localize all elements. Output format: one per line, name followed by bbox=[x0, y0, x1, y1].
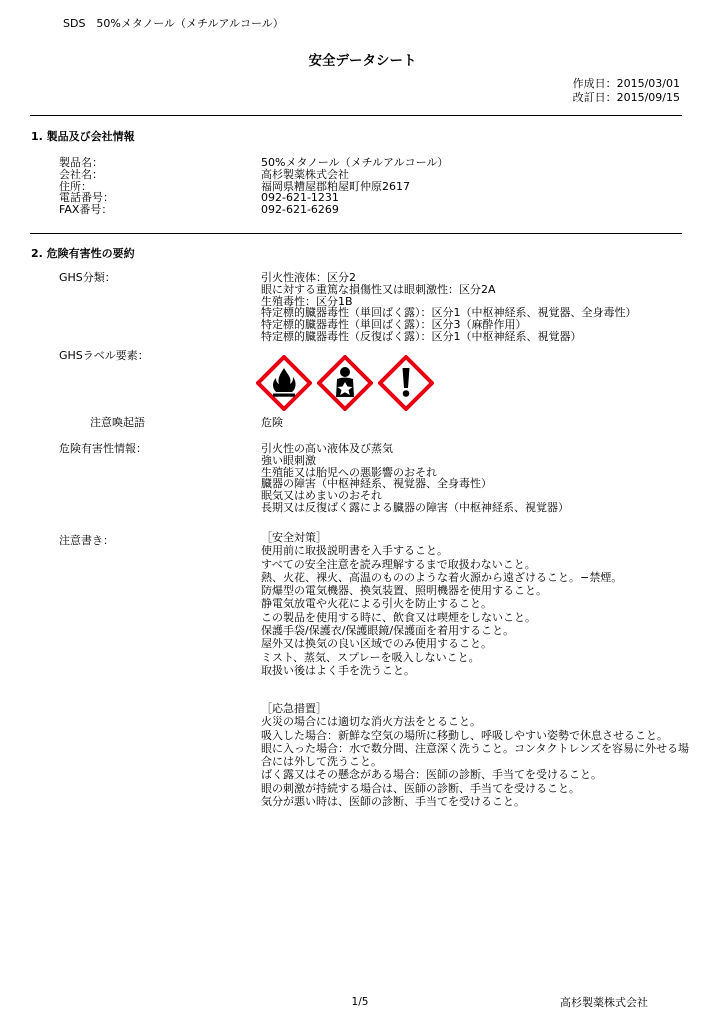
fax-value: 092-621-6269 bbox=[261, 203, 339, 217]
list-item: 眼に対する重篤な損傷性又は眼刺激性：区分2A bbox=[261, 282, 496, 296]
hazard-statements-list bbox=[261, 443, 569, 514]
list-item: 生殖能又は胎児への悪影響のおそれ bbox=[261, 465, 437, 479]
list-item: ばく露又はその懸念がある場合：医師の診断、手当てを受けること。 bbox=[261, 768, 602, 782]
divider bbox=[30, 115, 682, 116]
precautionary-statements-label: 注意書き： bbox=[59, 534, 114, 547]
section1-values bbox=[261, 157, 448, 216]
ghs-classification-label: GHS分類： bbox=[59, 271, 116, 284]
list-item: 熱、火花、裸火、高温のもののような着火源から遠ざけること。−禁煙。 bbox=[261, 570, 623, 584]
list-item: 屋外又は換気の良い区域でのみ使用すること。 bbox=[261, 637, 492, 651]
section2-heading: 2. 危険有害性の要約 bbox=[31, 247, 135, 260]
list-item: 引火性の高い液体及び蒸気 bbox=[261, 442, 393, 455]
address-value: 福岡県糟屋郡粕屋町仲原2617 bbox=[261, 179, 410, 193]
list-item: 気分が悪い時は、医師の診断、手当てを受けること。 bbox=[261, 795, 525, 809]
footer-company: 高杉製薬株式会社 bbox=[560, 996, 648, 1009]
safety-measures-block bbox=[261, 532, 622, 678]
list-item: ミスト、蒸気、スプレーを吸入しないこと。 bbox=[261, 650, 480, 664]
ghs-label-elements-label: GHSラベル要素： bbox=[59, 349, 149, 362]
list-item: 強い眼刺激 bbox=[261, 453, 316, 467]
list-item: 合には外して洗うこと。 bbox=[261, 755, 382, 769]
signal-word-label: 注意喚起語 bbox=[90, 416, 145, 429]
fax-label: FAX番号： bbox=[59, 203, 113, 217]
list-item: この製品を使用する時に、飲食又は喫煙をしないこと。 bbox=[261, 610, 536, 624]
list-item: 特定標的臓器毒性（反復ばく露）：区分1（中枢神経系、視覚器） bbox=[261, 329, 582, 343]
safety-heading: ［安全対策］ bbox=[261, 531, 327, 544]
list-item: 吸入した場合：新鮮な空気の場所に移動し、呼吸しやすい姿勢で休息させること。 bbox=[261, 728, 668, 742]
section1-labels bbox=[59, 157, 114, 216]
phone-value: 092-621-1231 bbox=[261, 191, 339, 205]
list-item: 眠気又はめまいのおそれ bbox=[261, 489, 382, 503]
signal-word-value: 危険 bbox=[261, 416, 283, 429]
date-block bbox=[540, 77, 680, 105]
list-item: 生殖毒性：区分1B bbox=[261, 294, 353, 308]
ghs-classification-list bbox=[261, 272, 637, 343]
flame-icon bbox=[256, 355, 312, 411]
product-name-label: 製品名： bbox=[59, 156, 103, 169]
list-item: 防爆型の電気機器、換気装置、照明機器を使用すること。 bbox=[261, 584, 547, 598]
exclamation-icon bbox=[378, 355, 434, 411]
list-item: 臓器の障害（中枢神経系、視覚器、全身毒性） bbox=[261, 477, 492, 491]
address-label: 住所： bbox=[59, 179, 92, 193]
created-date: 作成日：2015/03/01 bbox=[572, 77, 680, 90]
page-number: 1/5 bbox=[351, 996, 369, 1008]
phone-label: 電話番号： bbox=[59, 191, 114, 205]
document-header-label: SDS 50%メタノール（メチルアルコール） bbox=[63, 17, 284, 30]
list-item: 保護手袋/保護衣/保護眼鏡/保護面を着用すること。 bbox=[261, 624, 515, 638]
revised-date: 改訂日：2015/09/15 bbox=[572, 91, 680, 104]
list-item: 特定標的臓器毒性（単回ばく露）：区分1（中枢神経系、視覚器、全身毒性） bbox=[261, 306, 637, 320]
list-item: 長期又は反復ばく露による臓器の障害（中枢神経系、視覚器） bbox=[261, 500, 569, 514]
first-aid-block bbox=[261, 703, 689, 809]
list-item: 火災の場合には適切な消火方法をとること。 bbox=[261, 715, 481, 729]
health-hazard-icon bbox=[317, 355, 373, 411]
company-name-value: 高杉製薬株式会社 bbox=[261, 167, 349, 181]
section1-heading: 1. 製品及び会社情報 bbox=[31, 130, 135, 143]
list-item: 眼に入った場合：水で数分間、注意深く洗うこと。コンタクトレンズを容易に外せる場 bbox=[261, 741, 689, 755]
product-name-value: 50%メタノール（メチルアルコール） bbox=[261, 156, 449, 169]
list-item: 使用前に取扱説明書を入手すること。 bbox=[261, 544, 448, 558]
divider bbox=[30, 233, 682, 234]
list-item: 特定標的臓器毒性（単回ばく露）：区分3（麻酔作用） bbox=[261, 318, 527, 332]
page-title: 安全データシート bbox=[308, 53, 417, 69]
company-name-label: 会社名： bbox=[59, 167, 103, 181]
list-item: 引火性液体：区分2 bbox=[261, 271, 356, 284]
list-item: すべての安全注意を読み理解するまで取扱わないこと。 bbox=[261, 557, 536, 571]
list-item: 眼の刺激が持続する場合は、医師の診断、手当てを受けること。 bbox=[261, 781, 580, 795]
hazard-statements-label: 危険有害性情報： bbox=[59, 442, 147, 455]
list-item: 取扱い後はよく手を洗うこと。 bbox=[261, 663, 415, 677]
list-item: 静電気放電や火花による引火を防止すること。 bbox=[261, 597, 492, 611]
first-aid-heading: ［応急措置］ bbox=[261, 702, 327, 715]
